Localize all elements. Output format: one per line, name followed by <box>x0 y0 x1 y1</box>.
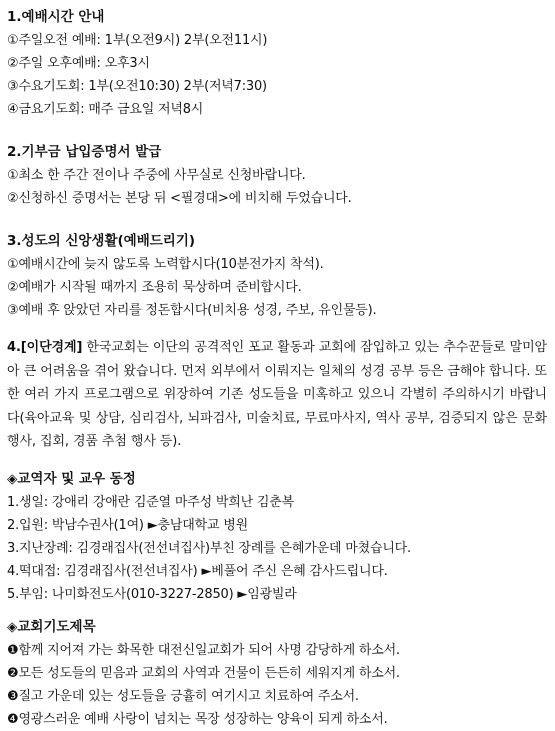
donation-receipt-heading: 2.기부금 납입증명서 발급 <box>7 144 162 160</box>
heresy-warning-body: 한국교회는 이단의 공격적인 포교 활동과 교회에 잠입하고 있는 추수꾼들로 말미암아 큰 어려움을 겪어 왔습니다. 먼저 외부에서 이뤄지는 일체의 성경 공부 등은 금해야 합니다. 또한 여러 가지 프로그램으로 위장하여 기존 성도들을 미혹하고 있으니 각별히 주의하시기 바랍니다(육아교육 및 상담, 심리검사, 뇌파검사, 미술치료, 무료마사지, 역사 공부, 검증되지 않은 문화행사, 집회, 경품 추첨 행사 등). <box>7 340 547 450</box>
church-news-section <box>7 468 547 606</box>
prayer-topic-item: ❹영광스러운 예배 사랑이 넘치는 목장 성장하는 양육이 되게 하소서. <box>7 711 388 727</box>
worship-time-item: ③수요기도회: 1부(오전10:30) 2부(저녁7:30) <box>7 79 267 94</box>
prayer-topic-item: ❶함께 지어져 가는 화목한 대전신일교회가 되어 사명 감당하게 하소서. <box>7 642 400 658</box>
worship-times-heading: 1.예배시간 안내 <box>7 9 105 25</box>
faith-life-item: ③예배 후 앉았던 자리를 정돈합시다(비치용 성경, 주보, 유인물등). <box>7 303 377 318</box>
worship-time-item: ②주일 오후예배: 오후3시 <box>7 56 150 71</box>
faith-life-item: ②예배가 시작될 때까지 조용히 묵상하며 준비합시다. <box>7 280 302 295</box>
church-news-item: 2.입원: 박남수권사(1여) ►충남대학교 병원 <box>7 517 248 533</box>
donation-receipt-section <box>7 141 547 210</box>
donation-receipt-item: ①최소 한 주간 전이나 주중에 사무실로 신청바랍니다. <box>7 168 306 183</box>
faith-life-item: ①예배시간에 늦지 않도록 노력합시다(10분전가지 착석). <box>7 257 324 272</box>
church-news-item: 1.생일: 강애리 강애란 김준열 마주성 박희난 김춘복 <box>7 494 294 510</box>
prayer-topic-item: ❷모든 성도들의 믿음과 교회의 사역과 건물이 든든히 세워지게 하소서. <box>7 665 400 681</box>
worship-time-item: ④금요기도회: 매주 금요일 저녁8시 <box>7 102 204 117</box>
church-news-item: 5.부임: 나미화전도사(010-3227-2850) ►임광빌라 <box>7 586 297 602</box>
donation-receipt-item: ②신청하신 증명서는 본당 뒤 <필경대>에 비치해 두었습니다. <box>7 191 352 206</box>
prayer-topics-heading: ◈교회기도제목 <box>7 618 96 635</box>
heresy-warning-section <box>7 336 547 454</box>
church-news-item: 4.떡대접: 김경래집사(전선녀집사) ►베풀어 주신 은혜 감사드립니다. <box>7 563 388 579</box>
heresy-warning-heading: 4.[이단경계] <box>7 340 83 355</box>
prayer-topics-section <box>7 616 547 731</box>
faith-life-section <box>7 230 547 322</box>
worship-time-item: ①주일오전 예배: 1부(오전9시) 2부(오전11시) <box>7 33 268 48</box>
church-news-heading: ◈교역자 및 교우 동정 <box>7 470 136 487</box>
prayer-topic-item: ❸질고 가운데 있는 성도들을 긍휼히 여기시고 치료하여 주소서. <box>7 688 359 704</box>
church-news-item: 3.지난장례: 김경래집사(전선녀집사)부친 장례를 은혜가운데 마쳤습니다. <box>7 540 411 556</box>
faith-life-heading: 3.성도의 신앙생활(예배드리기) <box>7 233 196 249</box>
worship-times-section <box>7 6 547 121</box>
